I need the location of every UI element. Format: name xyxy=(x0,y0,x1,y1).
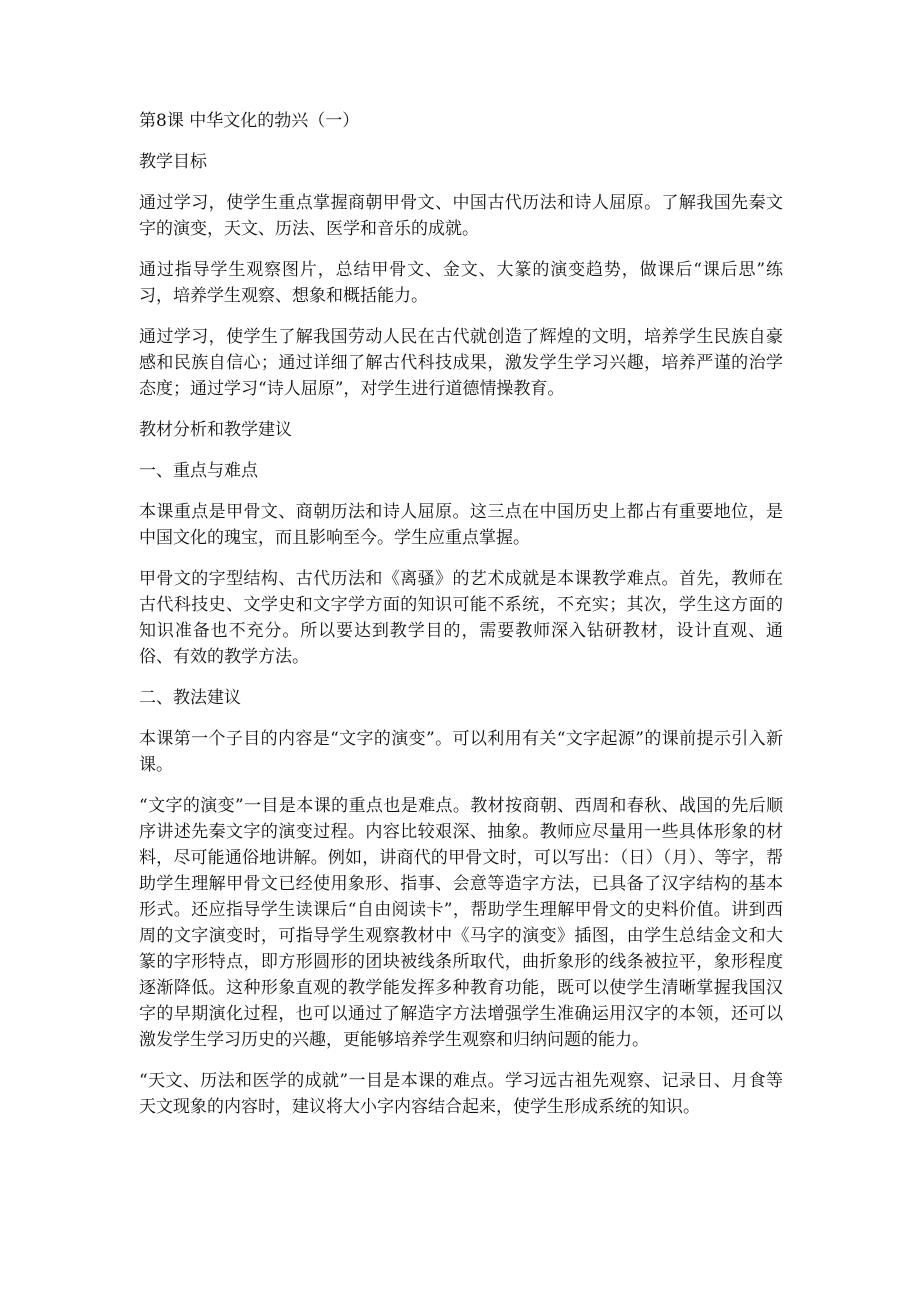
body-paragraph: 本课第一个子目的内容是“文字的演变”。可以利用有关“文字起源”的课前提示引入新课。 xyxy=(139,729,783,775)
lesson-title: 第8课 中华文化的勃兴（一） xyxy=(139,111,360,131)
section-heading-teaching-methods: 二、教法建议 xyxy=(139,688,241,708)
objective-paragraph: 通过学习，使学生重点掌握商朝甲骨文、中国古代历法和诗人屈原。了解我国先秦文字的演变，天文、历法、医学和音乐的成就。 xyxy=(139,193,783,239)
objective-paragraph: 通过指导学生观察图片，总结甲骨文、金文、大篆的演变趋势，做课后“课后思”练习，培养学生观察、想象和概括能力。 xyxy=(139,260,783,306)
objective-paragraph: 通过学习，使学生了解我国劳动人民在古代就创造了辉煌的文明，培养学生民族自豪感和民族自信心；通过详细了解古代科技成果，激发学生学习兴趣，培养严谨的治学态度；通过学习“诗人屈原”，对学生进行道德情操教育。 xyxy=(139,327,783,399)
body-paragraph: “天文、历法和医学的成就”一目是本课的难点。学习远古祖先观察、记录日、月食等天文现象的内容时，建议将大小字内容结合起来，使学生形成系统的知识。 xyxy=(139,1071,783,1117)
analysis-heading: 教材分析和教学建议 xyxy=(139,420,292,440)
body-paragraph: “文字的演变”一目是本课的重点也是难点。教材按商朝、西周和春秋、战国的先后顺序讲述先秦文字的演变过程。内容比较艰深、抽象。教师应尽量用一些具体形象的材料，尽可能通俗地讲解。例如，讲商代的甲骨文时，可以写出：（日）（月）、等字，帮助学生理解甲骨文已经使用象形、指事、会意等造字方法，已具备了汉字结构的基本形式。还应指导学生读课后“自由阅读卡”，帮助学生理解甲骨文的史料价值。讲到西周的文字演变时，可指导学生观察教材中《马字的演变》插图，由学生总结金文和大篆的字形特点，即方形圆形的团块被线条所取代，曲折象形的线条被拉平，象形程度逐渐降低。这种形象直观的教学能发挥多种教育功能，既可以使学生清晰掌握我国汉字的早期演化过程，也可以通过了解造字方法增强学生准确运用汉字的本领，还可以激发学生学习历史的兴趣，更能够培养学生观察和归纳问题的能力。 xyxy=(139,796,783,1050)
document-page xyxy=(139,108,783,1135)
objectives-heading: 教学目标 xyxy=(139,152,207,172)
body-paragraph: 甲骨文的字型结构、古代历法和《离骚》的艺术成就是本课教学难点。首先，教师在古代科技史、文学史和文字学方面的知识可能不系统，不充实；其次，学生这方面的知识准备也不充分。所以要达到教学目的，需要教师深入钻研教材，设计直观、通俗、有效的教学方法。 xyxy=(139,569,783,667)
section-heading-key-points: 一、重点与难点 xyxy=(139,461,258,481)
body-paragraph: 本课重点是甲骨文、商朝历法和诗人屈原。这三点在中国历史上都占有重要地位，是中国文化的瑰宝，而且影响至今。学生应重点掌握。 xyxy=(139,502,783,548)
